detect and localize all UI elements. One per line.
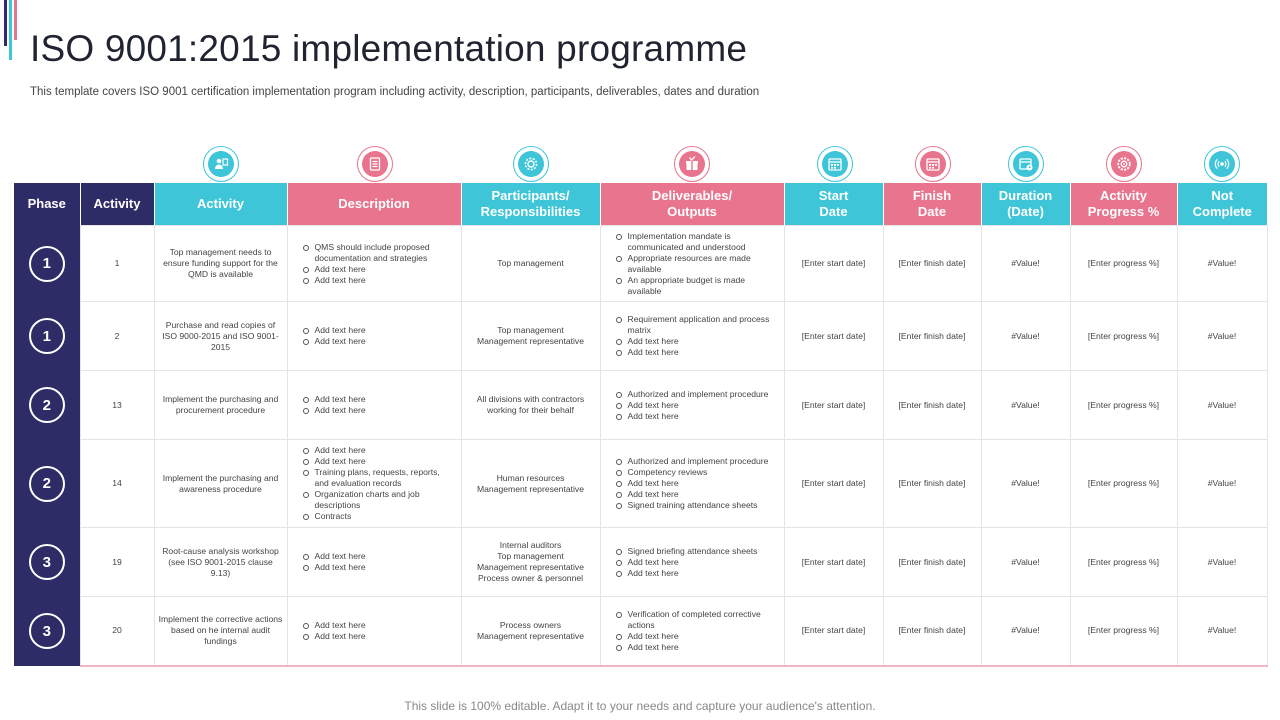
duration-cell: #Value! <box>981 302 1070 371</box>
finish-date-cell[interactable]: [Enter finish date] <box>883 371 981 440</box>
start-date-icon <box>817 146 853 182</box>
not-complete-cell: #Value! <box>1177 371 1267 440</box>
description-cell <box>287 302 461 371</box>
progress-cell[interactable]: [Enter progress %] <box>1070 440 1177 528</box>
table-row <box>14 597 1267 666</box>
start-date-cell[interactable]: [Enter start date] <box>784 302 883 371</box>
list-item: Organization charts and job descriptions <box>303 489 457 511</box>
list-item: Add text here <box>616 400 780 411</box>
list-item: Signed training attendance sheets <box>616 500 780 511</box>
finish-date-cell[interactable]: [Enter finish date] <box>883 440 981 528</box>
list-item: Add text here <box>303 394 457 405</box>
list-item: Add text here <box>303 551 457 562</box>
activity-number: 2 <box>80 302 154 371</box>
list-item: Appropriate resources are made available <box>616 253 780 275</box>
description-list <box>292 325 457 347</box>
deliverables-cell <box>600 226 784 302</box>
phase-badge: 3 <box>29 613 65 649</box>
list-item: Requirement application and process matrix <box>616 314 780 336</box>
progress-cell[interactable]: [Enter progress %] <box>1070 371 1177 440</box>
not-complete-cell: #Value! <box>1177 226 1267 302</box>
header-duration: Duration (Date) <box>981 183 1070 226</box>
phase-badge: 2 <box>29 387 65 423</box>
accent-bar-pink <box>14 0 17 40</box>
phase-badge: 1 <box>29 318 65 354</box>
participants-lines <box>466 394 596 416</box>
list-item: QMS should include proposed documentation and strategies <box>303 242 457 264</box>
participant-line: Management representative <box>476 630 584 641</box>
description-icon <box>357 146 393 182</box>
list-item: Add text here <box>303 445 457 456</box>
not-complete-cell: #Value! <box>1177 528 1267 597</box>
header-description: Description <box>287 183 461 226</box>
phase-cell <box>14 302 80 371</box>
header-not-complete: Not Complete <box>1177 183 1267 226</box>
finish-date-cell[interactable]: [Enter finish date] <box>883 528 981 597</box>
description-cell <box>287 226 461 302</box>
participants-lines <box>466 325 596 347</box>
list-item: Authorized and implement procedure <box>616 389 780 400</box>
participants-icon <box>513 146 549 182</box>
list-item: Add text here <box>303 275 457 286</box>
header-progress: Activity Progress % <box>1070 183 1177 226</box>
participant-line: All divisions with contractors working for their behalf <box>476 394 585 415</box>
activity-text: Implement the purchasing and procurement procedure <box>154 371 287 440</box>
list-item: Training plans, requests, reports, and evaluation records <box>303 467 457 489</box>
list-item: Implementation mandate is communicated and understood <box>616 231 780 253</box>
start-date-cell[interactable]: [Enter start date] <box>784 371 883 440</box>
progress-cell[interactable]: [Enter progress %] <box>1070 528 1177 597</box>
activity-number: 19 <box>80 528 154 597</box>
list-item: Add text here <box>616 347 780 358</box>
deliverables-cell <box>600 528 784 597</box>
list-item: Add text here <box>616 411 780 422</box>
list-item: Authorized and implement procedure <box>616 456 780 467</box>
accent-bar-cyan <box>9 0 12 60</box>
participant-line: Process owner & personnel <box>477 573 584 583</box>
progress-cell[interactable]: [Enter progress %] <box>1070 226 1177 302</box>
header-activity: Activity <box>154 183 287 226</box>
description-cell <box>287 440 461 528</box>
activity-text: Implement the purchasing and awareness procedure <box>154 440 287 528</box>
header-finish-date: Finish Date <box>883 183 981 226</box>
table-row <box>14 528 1267 597</box>
deliverables-cell <box>600 302 784 371</box>
phase-cell <box>14 528 80 597</box>
deliverables-cell <box>600 440 784 528</box>
list-item: Verification of completed corrective actions <box>616 609 780 631</box>
header-activity-number: Activity <box>80 183 154 226</box>
description-cell <box>287 528 461 597</box>
participant-line: Management representative <box>476 562 584 572</box>
description-list <box>292 445 457 522</box>
header-phase: Phase <box>14 183 80 226</box>
list-item: Add text here <box>616 568 780 579</box>
list-item: Add text here <box>303 620 457 631</box>
list-item: Add text here <box>616 478 780 489</box>
description-list <box>292 551 457 573</box>
deliverables-cell <box>600 597 784 666</box>
not-complete-icon <box>1204 146 1240 182</box>
page-title: ISO 9001:2015 implementation programme <box>30 28 748 69</box>
list-item: Add text here <box>616 336 780 347</box>
table-row <box>14 440 1267 528</box>
header-deliverables: Deliverables/ Outputs <box>600 183 784 226</box>
table-row <box>14 226 1267 302</box>
activity-text: Implement the corrective actions based on he internal audit fundings <box>154 597 287 666</box>
deliverables-cell <box>600 371 784 440</box>
participants-lines <box>466 620 596 642</box>
footer-note: This slide is 100% editable. Adapt it to your needs and capture your audience's attention. <box>404 699 876 713</box>
participant-line: Internal auditors <box>499 540 562 550</box>
activity-text: Top management needs to ensure funding support for the QMD is available <box>154 226 287 302</box>
participant-line: Top management <box>497 551 564 561</box>
activity-number: 20 <box>80 597 154 666</box>
not-complete-cell: #Value! <box>1177 302 1267 371</box>
list-item: Add text here <box>303 264 457 275</box>
deliverables-icon <box>674 146 710 182</box>
activity-number: 14 <box>80 440 154 528</box>
phase-badge: 3 <box>29 544 65 580</box>
deliverables-list <box>605 231 780 297</box>
finish-date-icon <box>915 146 951 182</box>
finish-date-cell[interactable]: [Enter finish date] <box>883 226 981 302</box>
participant-line: Management representative <box>476 336 584 346</box>
list-item: Add text here <box>303 562 457 573</box>
phase-badge: 1 <box>29 246 65 282</box>
list-item: Contracts <box>303 511 457 522</box>
duration-cell: #Value! <box>981 226 1070 302</box>
participant-line: Process owners <box>499 619 562 630</box>
participant-line: Management representative <box>476 483 584 494</box>
list-item: Add text here <box>303 405 457 416</box>
participants-lines <box>466 258 596 269</box>
table-row <box>14 371 1267 440</box>
finish-date-cell[interactable]: [Enter finish date] <box>883 302 981 371</box>
list-item: Competency reviews <box>616 467 780 478</box>
list-item: Add text here <box>303 325 457 336</box>
start-date-cell[interactable]: [Enter start date] <box>784 597 883 666</box>
phase-cell <box>14 440 80 528</box>
page-subtitle: This template covers ISO 9001 certification implementation program including activity, description, participants, deliverables, dates and duration <box>30 86 760 98</box>
start-date-cell[interactable]: [Enter start date] <box>784 440 883 528</box>
participant-line: Top management <box>497 325 564 335</box>
header-participants: Participants/ Responsibilities <box>461 183 600 226</box>
participant-line: Human resources <box>496 472 565 483</box>
participants-cell <box>461 371 600 440</box>
deliverables-list <box>605 314 780 358</box>
participants-cell <box>461 302 600 371</box>
progress-cell[interactable]: [Enter progress %] <box>1070 302 1177 371</box>
description-cell <box>287 371 461 440</box>
progress-icon <box>1106 146 1142 182</box>
phase-badge: 2 <box>29 466 65 502</box>
phase-cell <box>14 597 80 666</box>
progress-cell[interactable]: [Enter progress %] <box>1070 597 1177 666</box>
not-complete-cell: #Value! <box>1177 440 1267 528</box>
list-item: Add text here <box>616 489 780 500</box>
column-icons-row <box>0 146 1280 186</box>
finish-date-cell[interactable]: [Enter finish date] <box>883 597 981 666</box>
deliverables-list <box>605 546 780 579</box>
participants-lines <box>466 540 596 584</box>
description-list <box>292 242 457 286</box>
phase-cell <box>14 226 80 302</box>
list-item: Add text here <box>616 642 780 653</box>
start-date-cell[interactable]: [Enter start date] <box>784 226 883 302</box>
deliverables-list <box>605 389 780 422</box>
table-header-row <box>14 183 1267 226</box>
table-row <box>14 302 1267 371</box>
activity-number: 1 <box>80 226 154 302</box>
not-complete-cell: #Value! <box>1177 597 1267 666</box>
participants-cell <box>461 528 600 597</box>
deliverables-list <box>605 456 780 511</box>
list-item: An appropriate budget is made available <box>616 275 780 297</box>
duration-cell: #Value! <box>981 528 1070 597</box>
activity-text: Purchase and read copies of ISO 9000-2015 and ISO 9001-2015 <box>154 302 287 371</box>
participants-cell <box>461 597 600 666</box>
participants-cell <box>461 440 600 528</box>
list-item: Add text here <box>616 631 780 642</box>
list-item: Add text here <box>303 336 457 347</box>
participant-line: Top management <box>497 258 564 268</box>
deliverables-list <box>605 609 780 653</box>
description-cell <box>287 597 461 666</box>
implementation-table <box>14 183 1268 667</box>
list-item: Add text here <box>303 631 457 642</box>
list-item: Add text here <box>303 456 457 467</box>
list-item: Signed briefing attendance sheets <box>616 546 780 557</box>
accent-bar-navy <box>4 0 7 46</box>
participants-lines <box>466 473 596 495</box>
header-start-date: Start Date <box>784 183 883 226</box>
activity-number: 13 <box>80 371 154 440</box>
activity-icon <box>203 146 239 182</box>
duration-cell: #Value! <box>981 597 1070 666</box>
activity-text: Root-cause analysis workshop (see ISO 9001-2015 clause 9.13) <box>154 528 287 597</box>
duration-cell: #Value! <box>981 371 1070 440</box>
duration-cell: #Value! <box>981 440 1070 528</box>
phase-cell <box>14 371 80 440</box>
description-list <box>292 620 457 642</box>
start-date-cell[interactable]: [Enter start date] <box>784 528 883 597</box>
description-list <box>292 394 457 416</box>
participants-cell <box>461 226 600 302</box>
duration-icon <box>1008 146 1044 182</box>
list-item: Add text here <box>616 557 780 568</box>
